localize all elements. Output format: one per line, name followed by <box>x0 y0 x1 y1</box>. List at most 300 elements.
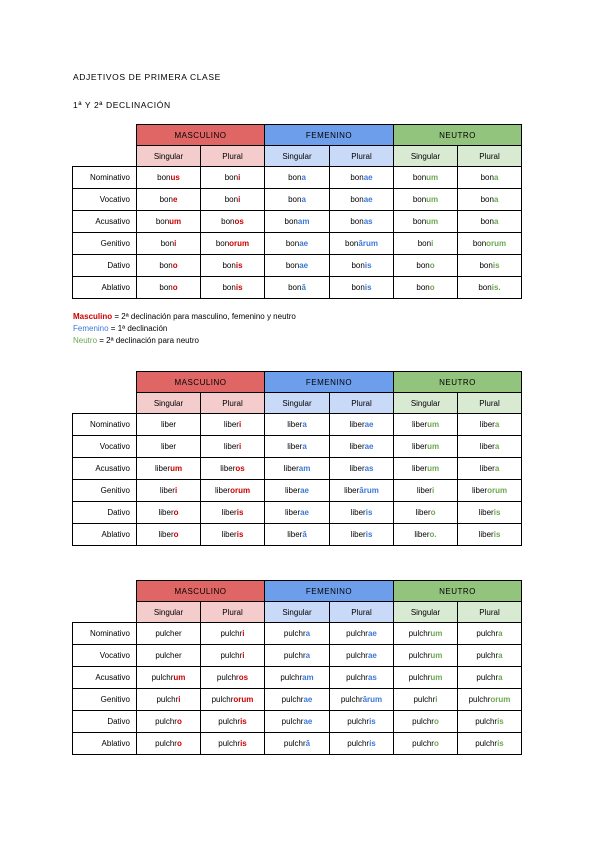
form-cell <box>394 480 458 502</box>
word-stem: pulchr <box>476 629 499 638</box>
word-ending: ae <box>363 173 373 182</box>
table-row <box>73 189 522 211</box>
form-cell <box>394 211 458 233</box>
form-cell <box>330 233 394 255</box>
form-cell <box>201 480 265 502</box>
form-cell <box>458 255 522 277</box>
word-stem: pulchr <box>155 739 177 748</box>
word-ending: i <box>238 420 242 429</box>
word-ending: um <box>427 420 440 429</box>
word-stem: liber <box>221 508 237 517</box>
word-stem: bon <box>417 239 432 248</box>
form-cell <box>330 255 394 277</box>
form-cell <box>265 277 330 299</box>
word-stem: liber <box>349 442 365 451</box>
form-cell <box>458 623 522 645</box>
form-cell <box>330 689 394 711</box>
form-cell <box>201 189 265 211</box>
word-stem: bon <box>416 261 430 270</box>
word-ending: a <box>493 173 499 182</box>
word-ending: i <box>238 173 241 182</box>
form-cell <box>458 233 522 255</box>
word-stem: bon <box>288 173 302 182</box>
form-cell <box>265 502 330 524</box>
table-row <box>73 480 522 502</box>
word-stem: liber <box>415 508 431 517</box>
word-stem: bon <box>159 195 173 204</box>
word-ending: ā <box>301 283 306 292</box>
number-header-singular: Singular <box>137 393 201 414</box>
word-ending: i <box>238 195 241 204</box>
gender-header-neuter: NEUTRO <box>394 581 522 602</box>
corner-blank <box>73 125 137 146</box>
form-cell <box>137 255 201 277</box>
word-stem: liber <box>284 508 301 517</box>
word-ending: is <box>235 261 243 270</box>
word-stem: liber <box>160 420 177 429</box>
word-ending: is <box>364 261 372 270</box>
word-stem: bon <box>157 173 171 182</box>
number-header-singular: Singular <box>265 146 330 167</box>
form-cell <box>137 189 201 211</box>
case-label: Genitivo <box>73 689 137 711</box>
form-cell <box>265 414 330 436</box>
form-cell <box>137 233 201 255</box>
word-ending: a <box>302 442 307 451</box>
word-ending: a <box>301 195 306 204</box>
word-stem: bon <box>222 283 236 292</box>
word-stem: bon <box>350 217 364 226</box>
case-label: Acusativo <box>73 458 137 480</box>
case-label: Vocativo <box>73 436 137 458</box>
word-stem: bon <box>412 195 427 204</box>
form-cell <box>458 689 522 711</box>
form-cell <box>137 480 201 502</box>
word-ending: o <box>176 717 182 726</box>
word-ending: ae <box>364 420 374 429</box>
word-stem: pulchr <box>218 739 241 748</box>
legend <box>73 311 296 347</box>
word-ending: a <box>498 651 503 660</box>
word-stem: liber <box>349 464 365 473</box>
word-stem: bon <box>480 195 494 204</box>
gender-header-neuter: NEUTRO <box>394 125 522 146</box>
word-ending: a <box>305 629 311 638</box>
form-cell <box>137 414 201 436</box>
form-cell <box>201 623 265 645</box>
form-cell <box>458 667 522 689</box>
form-cell <box>330 645 394 667</box>
form-cell <box>137 689 201 711</box>
form-cell <box>201 458 265 480</box>
gender-header-masculine: MASCULINO <box>137 372 265 393</box>
case-label: Nominativo <box>73 414 137 436</box>
word-ending: um <box>426 217 439 226</box>
form-cell <box>201 502 265 524</box>
gender-header-feminine: FEMENINO <box>265 125 394 146</box>
word-ending: is <box>492 261 500 270</box>
word-stem: liber <box>287 420 303 429</box>
form-cell <box>137 436 201 458</box>
form-cell <box>330 277 394 299</box>
gender-header-masculine: MASCULINO <box>137 581 265 602</box>
number-header-plural: Plural <box>458 393 522 414</box>
word-ending: a <box>494 464 500 473</box>
word-ending: o <box>172 283 178 292</box>
word-stem: bon <box>160 239 175 248</box>
legend-item-masculine <box>73 311 296 323</box>
word-ending: as <box>363 217 373 226</box>
gender-header-feminine: FEMENINO <box>265 372 394 393</box>
word-ending: um <box>430 651 443 660</box>
word-ending: o <box>433 739 439 748</box>
word-stem: pulchr <box>412 739 434 748</box>
case-label: Nominativo <box>73 623 137 645</box>
word-stem: bon <box>416 283 430 292</box>
word-ending: a <box>493 217 499 226</box>
word-stem: bon <box>478 283 492 292</box>
word-ending: orum <box>486 239 507 248</box>
form-cell <box>394 277 458 299</box>
word-stem: bon <box>288 283 302 292</box>
word-ending: i <box>178 695 181 704</box>
word-ending: am <box>298 464 311 473</box>
form-cell <box>330 480 394 502</box>
number-header-singular: Singular <box>137 602 201 623</box>
word-ending: ae <box>300 508 310 517</box>
corner-blank <box>73 146 137 167</box>
word-ending: um <box>427 442 440 451</box>
form-cell <box>201 167 265 189</box>
word-stem: bon <box>224 195 239 204</box>
form-cell <box>330 733 394 755</box>
word-stem: liber <box>350 508 366 517</box>
word-ending: orum <box>490 695 511 704</box>
word-ending: is <box>365 530 373 539</box>
word-ending: o <box>429 283 435 292</box>
word-ending: a <box>494 420 500 429</box>
word-stem: bon <box>224 173 239 182</box>
table-row <box>73 277 522 299</box>
word-ending: um <box>169 217 182 226</box>
legend-key: Femenino <box>73 324 109 333</box>
case-label: Vocativo <box>73 645 137 667</box>
form-cell <box>330 189 394 211</box>
word-ending: o <box>173 508 179 517</box>
number-header-plural: Plural <box>458 602 522 623</box>
word-ending: o <box>430 508 436 517</box>
number-header-plural: Plural <box>330 393 394 414</box>
word-ending: is <box>369 717 376 726</box>
word-ending: ārum <box>359 486 379 495</box>
form-cell <box>265 480 330 502</box>
word-stem: bon <box>351 261 365 270</box>
number-header-plural: Plural <box>458 146 522 167</box>
form-cell <box>137 711 201 733</box>
word-stem: pulchr <box>281 717 304 726</box>
form-cell <box>265 436 330 458</box>
word-stem: liber <box>287 530 303 539</box>
form-cell <box>330 458 394 480</box>
word-ending: ārum <box>358 239 378 248</box>
word-stem: bon <box>159 261 173 270</box>
word-ending: a <box>302 420 307 429</box>
legend-item-feminine <box>73 323 296 335</box>
word-stem: liber <box>220 464 236 473</box>
word-stem: bon <box>285 261 300 270</box>
form-cell <box>394 667 458 689</box>
word-ending: a <box>301 173 306 182</box>
word-stem: liber <box>221 530 237 539</box>
word-stem: pulchr <box>346 629 368 638</box>
word-stem: liber <box>284 486 301 495</box>
table-row <box>73 667 522 689</box>
case-label: Nominativo <box>73 167 137 189</box>
case-label: Acusativo <box>73 211 137 233</box>
form-cell <box>201 255 265 277</box>
form-cell <box>330 667 394 689</box>
word-ending: is <box>235 283 243 292</box>
word-ending: i <box>174 239 177 248</box>
word-stem: pulchr <box>156 695 179 704</box>
form-cell <box>265 211 330 233</box>
form-cell <box>137 667 201 689</box>
form-cell <box>458 277 522 299</box>
word-stem: pulchr <box>340 695 363 704</box>
table-row <box>73 211 522 233</box>
word-stem: pulchr <box>347 739 370 748</box>
word-stem: pulchr <box>211 695 234 704</box>
form-cell <box>458 502 522 524</box>
form-cell <box>394 458 458 480</box>
word-stem: liber <box>479 464 495 473</box>
form-cell <box>394 414 458 436</box>
form-cell <box>265 458 330 480</box>
word-ending: ae <box>303 695 313 704</box>
form-cell <box>201 233 265 255</box>
word-ending: o <box>176 739 182 748</box>
form-cell <box>330 502 394 524</box>
word-stem: pulchr <box>475 739 498 748</box>
word-ending: ae <box>300 486 310 495</box>
word-stem: bon <box>221 217 235 226</box>
table-row <box>73 414 522 436</box>
word-stem: liber <box>349 420 365 429</box>
word-stem: liber <box>478 530 494 539</box>
case-label: Acusativo <box>73 667 137 689</box>
word-ending: is <box>493 508 501 517</box>
word-stem: liber <box>414 530 430 539</box>
form-cell <box>394 255 458 277</box>
number-header-singular: Singular <box>394 602 458 623</box>
word-ending: o <box>173 530 179 539</box>
case-label: Ablativo <box>73 524 137 546</box>
form-cell <box>137 524 201 546</box>
word-stem: liber <box>471 486 488 495</box>
form-cell <box>458 414 522 436</box>
word-ending: i <box>174 486 178 495</box>
word-ending: orum <box>230 486 251 495</box>
table-row <box>73 733 522 755</box>
declension-table-pulcher <box>72 580 522 755</box>
word-ending: a <box>493 195 499 204</box>
form-cell <box>458 645 522 667</box>
word-stem: bon <box>222 261 236 270</box>
table-row <box>73 167 522 189</box>
table-row <box>73 458 522 480</box>
form-cell <box>201 524 265 546</box>
word-stem: liber <box>223 442 239 451</box>
form-cell <box>265 233 330 255</box>
word-stem: pulchr <box>408 673 431 682</box>
form-cell <box>265 623 330 645</box>
gender-header-feminine: FEMENINO <box>265 581 394 602</box>
form-cell <box>394 436 458 458</box>
word-ending: am <box>297 217 310 226</box>
word-ending: os <box>238 673 249 682</box>
form-cell <box>394 502 458 524</box>
word-stem: pulchr <box>220 629 243 638</box>
word-ending: is <box>497 717 504 726</box>
word-stem: pulchr <box>281 695 304 704</box>
word-ending: um <box>170 464 183 473</box>
word-stem: pulchr <box>220 651 243 660</box>
corner-blank <box>73 393 137 414</box>
form-cell <box>458 733 522 755</box>
number-header-plural: Plural <box>330 146 394 167</box>
word-stem: bon <box>412 173 427 182</box>
form-cell <box>201 436 265 458</box>
word-ending: um <box>430 629 443 638</box>
legend-text: = 1ª declinación <box>108 324 168 333</box>
form-cell <box>265 667 330 689</box>
word-stem: pulcher <box>155 651 182 660</box>
word-stem: liber <box>159 486 175 495</box>
word-stem: bon <box>480 217 494 226</box>
word-ending: ae <box>299 239 309 248</box>
word-stem: liber <box>344 486 360 495</box>
form-cell <box>201 733 265 755</box>
number-header-singular: Singular <box>265 393 330 414</box>
word-stem: bon <box>350 173 364 182</box>
word-stem: bon <box>351 283 365 292</box>
word-stem: bon <box>412 217 427 226</box>
word-ending: ae <box>364 442 374 451</box>
number-header-plural: Plural <box>201 602 265 623</box>
form-cell <box>458 458 522 480</box>
word-ending: ae <box>367 629 377 638</box>
legend-item-neuter <box>73 335 296 347</box>
word-ending: a <box>494 442 500 451</box>
corner-blank <box>73 581 137 602</box>
form-cell <box>330 711 394 733</box>
word-stem: bon <box>285 239 300 248</box>
word-stem: liber <box>350 530 366 539</box>
word-ending: is <box>236 508 244 517</box>
form-cell <box>201 711 265 733</box>
form-cell <box>265 733 330 755</box>
word-stem: liber <box>214 486 231 495</box>
word-ending: i <box>431 239 434 248</box>
number-header-singular: Singular <box>394 146 458 167</box>
word-stem: pulchr <box>280 673 303 682</box>
word-ending: o <box>429 261 435 270</box>
word-ending: a <box>305 651 311 660</box>
word-ending: as <box>367 673 377 682</box>
word-stem: pulchr <box>155 717 177 726</box>
form-cell <box>137 211 201 233</box>
word-ending: ārum <box>362 695 383 704</box>
word-stem: pulchr <box>408 629 431 638</box>
case-label: Ablativo <box>73 733 137 755</box>
word-stem: liber <box>158 508 174 517</box>
word-ending: orum <box>487 486 508 495</box>
word-ending: e <box>172 195 178 204</box>
word-ending: um <box>426 173 439 182</box>
word-stem: liber <box>411 464 428 473</box>
table-row <box>73 623 522 645</box>
word-stem: pulcher <box>155 629 182 638</box>
table-row <box>73 233 522 255</box>
word-stem: liber <box>478 508 494 517</box>
word-ending: um <box>430 673 443 682</box>
word-stem: bon <box>284 217 298 226</box>
form-cell <box>394 623 458 645</box>
word-ending: as <box>364 464 374 473</box>
form-cell <box>394 167 458 189</box>
word-stem: pulchr <box>283 739 306 748</box>
number-header-plural: Plural <box>330 602 394 623</box>
legend-key: Neutro <box>73 336 98 345</box>
word-ending: is <box>369 739 376 748</box>
table-row <box>73 502 522 524</box>
word-ending: am <box>302 673 314 682</box>
form-cell <box>265 189 330 211</box>
word-ending: ae <box>299 261 309 270</box>
form-cell <box>394 689 458 711</box>
word-stem: pulchr <box>346 651 368 660</box>
form-cell <box>458 189 522 211</box>
word-ending: is <box>497 739 504 748</box>
corner-blank <box>73 372 137 393</box>
form-cell <box>458 524 522 546</box>
word-stem: liber <box>479 442 495 451</box>
form-cell <box>137 623 201 645</box>
word-ending: um <box>426 195 439 204</box>
table-row <box>73 645 522 667</box>
form-cell <box>394 711 458 733</box>
form-cell <box>201 211 265 233</box>
form-cell <box>394 645 458 667</box>
word-stem: liber <box>223 420 239 429</box>
word-ending: ā <box>302 530 307 539</box>
table-row <box>73 255 522 277</box>
form-cell <box>330 623 394 645</box>
form-cell <box>330 524 394 546</box>
word-stem: bon <box>480 173 494 182</box>
form-cell <box>265 711 330 733</box>
form-cell <box>137 502 201 524</box>
form-cell <box>330 167 394 189</box>
word-stem: pulchr <box>413 695 436 704</box>
number-header-singular: Singular <box>265 602 330 623</box>
word-stem: liber <box>160 442 177 451</box>
form-cell <box>458 167 522 189</box>
form-cell <box>201 414 265 436</box>
gender-header-masculine: MASCULINO <box>137 125 265 146</box>
corner-blank <box>73 602 137 623</box>
form-cell <box>458 711 522 733</box>
